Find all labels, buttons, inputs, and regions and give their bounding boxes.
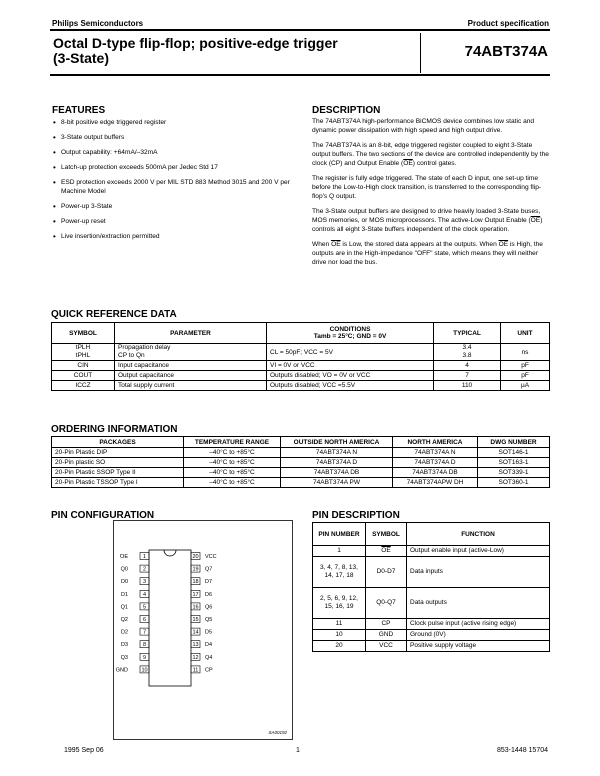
- table-row: 2, 5, 6, 9, 12, 15, 16, 19 Q0-Q7 Data outputs: [313, 588, 550, 619]
- feature-item: • 3-State output buffers: [52, 133, 302, 142]
- svg-text:13: 13: [192, 642, 199, 649]
- description-paragraph: When $\overline{OE}$ is Low, the stored data appears at the outputs. When $\overline{OE}$ is High, the outputs are in the High-impedance "OFF" state, which means they will neither drive nor load the bus.: [312, 241, 543, 266]
- svg-text:10: 10: [141, 667, 148, 674]
- table-row: 20 VCC Positive supply voltage: [313, 641, 550, 652]
- quick-reference-heading: QUICK REFERENCE DATA: [51, 309, 177, 320]
- svg-text:D1: D1: [120, 591, 128, 598]
- pin-right-16: [191, 603, 212, 611]
- pin-right-14: [191, 628, 212, 636]
- ordering-heading: ORDERING INFORMATION: [51, 424, 178, 435]
- svg-text:3: 3: [142, 579, 147, 586]
- svg-text:D5: D5: [205, 629, 213, 636]
- feature-item: • Live insertion/extraction permitted: [52, 232, 302, 241]
- svg-text:17: 17: [192, 591, 199, 598]
- svg-text:19: 19: [192, 566, 199, 573]
- pin-left-6: [121, 616, 149, 624]
- part-number: 74ABT374A: [464, 43, 548, 60]
- feature-item: • 8-bit positive edge triggered register: [52, 118, 302, 127]
- svg-text:Q1: Q1: [120, 604, 128, 611]
- pin-right-13: [191, 641, 212, 649]
- pin-left-8: [121, 641, 149, 649]
- svg-text:D7: D7: [205, 579, 213, 586]
- quick-reference-table: [51, 322, 550, 391]
- svg-text:8: 8: [142, 642, 147, 649]
- pin-left-5: [121, 603, 149, 611]
- col-symbol: SYMBOL: [52, 323, 115, 344]
- pin-description-heading: PIN DESCRIPTION: [312, 510, 400, 521]
- svg-text:4: 4: [142, 591, 147, 598]
- svg-text:D2: D2: [120, 629, 128, 636]
- svg-text:16: 16: [192, 604, 199, 611]
- svg-text:20: 20: [192, 554, 199, 560]
- pin-right-17: [191, 590, 212, 598]
- svg-text:Q0: Q0: [120, 566, 128, 573]
- pin-right-12: [191, 653, 212, 661]
- svg-text:Q6: Q6: [205, 604, 213, 611]
- feature-item: • Power-up 3-State: [52, 202, 302, 211]
- table-row: COUT Output capacitance Outputs disabled; VO = 0V or VCC 7 pF: [52, 371, 550, 381]
- pin-description-table: PIN NUMBER SYMBOL FUNCTION 1 $\overline{OE}$ Output enable input (active-Low) 3, 4, 7, 8, 13, 14, 17, 18 D0-D7 Data inputs 2, 5, 6, 9, 12, 15, 16, 19 Q0-Q7 Data outputs 11 CP Clock pulse input (active rising edge) 10 GND Ground (0V) 20 VCC Positive supply voltage: [312, 522, 550, 652]
- svg-text:D3: D3: [120, 642, 128, 649]
- col-conditions: CONDITIONS Tamb = 25°C; GND = 0V: [267, 323, 434, 344]
- pin-right-18: [191, 578, 212, 586]
- feature-item: • Output capability: +64mA/–32mA: [52, 148, 302, 157]
- svg-text:5: 5: [142, 604, 147, 611]
- title-rule: [50, 74, 550, 76]
- table-row: ICCZ Total supply current Outputs disabled; VCC =5.5V 110 µA: [52, 381, 550, 391]
- description-paragraph: The register is fully edge triggered. The state of each D input, one set-up time before the Low-to-High clock transition, is transferred to the corresponding flip-flop's Q output.: [312, 175, 542, 200]
- features-list: [52, 118, 302, 247]
- title-line-2: (3-State): [53, 50, 110, 66]
- title-divider: [420, 33, 421, 73]
- col-unit: UNIT: [501, 323, 550, 344]
- svg-text:9: 9: [142, 654, 147, 661]
- description-paragraph: The 74ABT374A high-performance BiCMOS device combines low static and dynamic power dissipation with high speed and high output drive.: [312, 118, 535, 134]
- pin-configuration-diagram: [113, 520, 293, 740]
- pin-left-2: [121, 565, 149, 573]
- col-typical: TYPICAL: [434, 323, 501, 344]
- svg-text:CP: CP: [205, 667, 213, 674]
- footer-doc-code: 853-1448 15704: [497, 747, 548, 754]
- table-row: 20-Pin Plastic TSSOP Type I –40°C to +85°C 74ABT374A PW 74ABT374APW DH SOT360-1: [52, 478, 550, 488]
- pin-left-9: [121, 653, 149, 661]
- table-row: 20-Pin Plastic DIP –40°C to +85°C 74ABT374A N 74ABT374A N SOT146-1: [52, 448, 550, 458]
- title-line-1: Octal D-type flip-flop; positive-edge trigger: [53, 35, 338, 51]
- pin-left-3: [121, 578, 149, 586]
- svg-text:VCC: VCC: [205, 554, 217, 560]
- drawing-ref: SA00192: [268, 730, 287, 735]
- table-row: CIN Input capacitance VI = 0V or VCC 4 pF: [52, 361, 550, 371]
- svg-text:11: 11: [192, 667, 199, 674]
- table-row: tPLH tPHL Propagation delay CP to Qn CL = 50pF; VCC = 5V 3.4 3.8 ns: [52, 344, 550, 361]
- pin-right-11: [191, 666, 213, 674]
- description-heading: DESCRIPTION: [312, 105, 381, 116]
- pin-right-15: [191, 616, 212, 624]
- footer-page-number: 1: [296, 747, 300, 754]
- svg-text:Q7: Q7: [205, 566, 213, 573]
- svg-text:2: 2: [142, 566, 147, 573]
- svg-text:14: 14: [192, 629, 199, 636]
- footer-date: 1995 Sep 06: [64, 747, 104, 754]
- pin-right-19: [191, 565, 212, 573]
- col-parameter: PARAMETER: [115, 323, 267, 344]
- svg-text:Q4: Q4: [205, 654, 213, 661]
- svg-text:7: 7: [142, 629, 147, 636]
- svg-text:12: 12: [192, 654, 199, 661]
- doc-type: Product specification: [467, 19, 549, 28]
- chip-body: [149, 550, 191, 686]
- svg-text:Q5: Q5: [205, 617, 213, 623]
- table-row: 20-Pin plastic SO –40°C to +85°C 74ABT374A D 74ABT374A D SOT163-1: [52, 458, 550, 468]
- table-row: 3, 4, 7, 8, 13, 14, 17, 18 D0-D7 Data inputs: [313, 557, 550, 588]
- table-row: 1 $\overline{OE}$ Output enable input (active-Low): [313, 546, 550, 557]
- company-name: Philips Semiconductors: [52, 19, 144, 28]
- pin-config-heading: PIN CONFIGURATION: [51, 510, 155, 521]
- table-row: 20-Pin Plastic SSOP Type II –40°C to +85°C 74ABT374A DB 74ABT374A DB SOT339-1: [52, 468, 550, 478]
- svg-text:1: 1: [142, 554, 147, 560]
- feature-item: • Power-up reset: [52, 217, 302, 226]
- pin-right-20: [191, 553, 217, 561]
- ordering-table: PACKAGES TEMPERATURE RANGE OUTSIDE NORTH AMERICA NORTH AMERICA DWG NUMBER 20-Pin Plastic DIP –40°C to +85°C 74ABT374A N 74ABT374A N SOT146-1 20-Pin plastic SO –40°C to +85°C 74ABT374A D 74ABT374A D SOT163-1 20-Pin Plastic SSOP Type II –40°C to +85°C 74ABT374A DB 74ABT374A DB SOT339-1 20-Pin Plastic TSSOP Type I –40°C to +85°C 74ABT374A PW 74ABT374APW DH SOT360-1: [51, 436, 550, 488]
- svg-text:D0: D0: [120, 579, 128, 586]
- header-rule: [50, 29, 550, 31]
- svg-text:Q3: Q3: [120, 654, 128, 661]
- description-paragraph: The 74ABT374A is an 8-bit, edge triggered register coupled to eight 3-State output buffers. The two sections of the device are controlled independently by the clock (CP) and Output Enable $(\overline{OE})$ control gates.: [312, 142, 549, 167]
- feature-item: • Latch-up protection exceeds 500mA per Jedec Std 17: [52, 163, 302, 172]
- pin-left-10: [116, 666, 149, 674]
- table-row: 11 CP Clock pulse input (active rising edge): [313, 619, 550, 630]
- svg-text:18: 18: [192, 579, 199, 586]
- svg-text:GND: GND: [115, 667, 128, 674]
- svg-text:D6: D6: [205, 591, 213, 598]
- features-heading: FEATURES: [52, 105, 106, 116]
- feature-item: • ESD protection exceeds 2000 V per MIL STD 883 Method 3015 and 200 V per Machine Model: [52, 178, 302, 196]
- svg-text:6: 6: [142, 617, 147, 623]
- pin-left-4: [121, 590, 149, 598]
- description-body: [312, 117, 550, 273]
- svg-text:OE: OE: [120, 554, 128, 560]
- description-paragraph: The 3-State output buffers are designed to drive heavily loaded 3-State buses, MOS memories, or MOS microprocessors. The active-Low Output Enable $(\overline{OE})$ controls all eight 3-State buffers independent of the clock operation.: [312, 208, 543, 233]
- svg-text:Q2: Q2: [120, 617, 128, 623]
- chip-notch: [164, 550, 176, 556]
- table-row: 10 GND Ground (0V): [313, 630, 550, 641]
- pin-left-1: [120, 553, 149, 561]
- pin-left-7: [121, 628, 149, 636]
- svg-text:D4: D4: [205, 642, 213, 649]
- svg-text:15: 15: [192, 617, 199, 623]
- page-title: [53, 36, 383, 66]
